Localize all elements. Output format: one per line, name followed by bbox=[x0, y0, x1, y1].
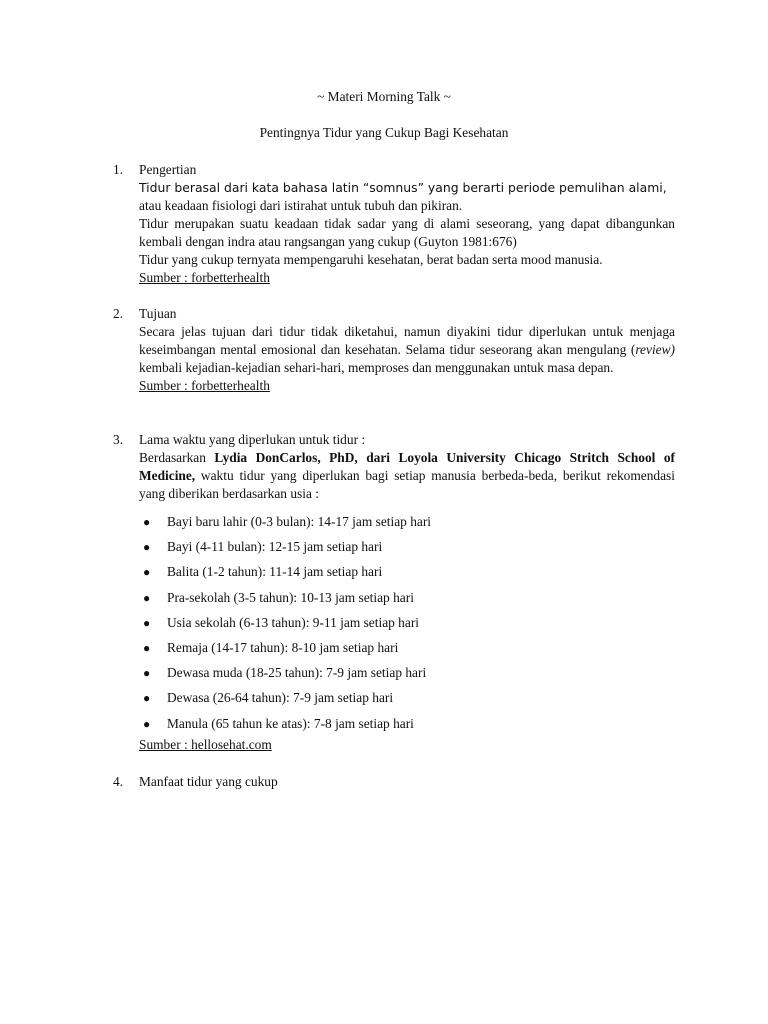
intro-paragraph bbox=[139, 449, 675, 503]
bullet-icon: ● bbox=[143, 515, 151, 529]
document-title: ~ Materi Morning Talk ~ bbox=[317, 89, 451, 104]
section-heading: Tujuan bbox=[139, 306, 177, 321]
purpose-text-italic: review) bbox=[635, 342, 675, 357]
intro-text-bold: Lydia DonCarlos, PhD, dari Loyola University Chicago Stritch School of Medicine, bbox=[139, 450, 675, 483]
list-item bbox=[139, 538, 675, 563]
section-tujuan bbox=[113, 305, 675, 395]
list-item bbox=[139, 563, 675, 588]
list-item bbox=[139, 614, 675, 639]
source-note: Sumber : forbetterhealth bbox=[139, 270, 270, 285]
bullet-icon: ● bbox=[143, 565, 151, 580]
sleep-recommendation-list bbox=[139, 513, 675, 740]
source-note: Sumber : hellosehat.com bbox=[139, 736, 272, 752]
list-item bbox=[139, 513, 675, 538]
source-note: Sumber : forbetterhealth bbox=[139, 378, 270, 393]
bullet-icon: ● bbox=[143, 615, 151, 630]
list-item-text: Remaja (14-17 tahun): 8-10 jam setiap hari bbox=[167, 639, 399, 655]
definition-paragraph-continued: atau keadaan fisiologi dari istirahat untuk tubuh dan pikiran. bbox=[139, 198, 463, 213]
effect-paragraph: Tidur yang cukup ternyata mempengaruhi kesehatan, berat badan serta mood manusia. bbox=[139, 252, 603, 267]
purpose-text-b: kembali kejadian-kejadian sehari-hari, memproses dan menggunakan untuk masa depan. bbox=[139, 360, 614, 375]
section-number: 1. bbox=[113, 162, 124, 177]
section-lama-waktu bbox=[113, 431, 675, 754]
bullet-icon: ● bbox=[143, 691, 151, 706]
bullet-icon: ● bbox=[143, 590, 151, 605]
section-number: 3. bbox=[113, 432, 124, 447]
list-item bbox=[139, 664, 675, 689]
list-item bbox=[139, 589, 675, 614]
bullet-icon: ● bbox=[143, 540, 151, 555]
bullet-icon: ● bbox=[143, 666, 151, 681]
list-item-text: Dewasa (26-64 tahun): 7-9 jam setiap hari bbox=[167, 690, 394, 706]
purpose-paragraph bbox=[139, 323, 675, 377]
list-item bbox=[139, 689, 675, 714]
section-number: 4. bbox=[113, 774, 124, 789]
section-pengertian bbox=[113, 161, 675, 287]
bullet-icon: ● bbox=[143, 640, 151, 655]
section-number: 2. bbox=[113, 306, 124, 321]
intro-text-a: Berdasarkan bbox=[139, 450, 215, 465]
list-item-text: Bayi baru lahir (0-3 bulan): 14-17 jam setiap hari bbox=[167, 514, 432, 529]
section-heading: Lama waktu yang diperlukan untuk tidur : bbox=[139, 432, 366, 447]
list-item-text: Usia sekolah (6-13 tahun): 9-11 jam setiap hari bbox=[167, 614, 419, 630]
list-item-text: Manula (65 tahun ke atas): 7-8 jam setiap hari bbox=[167, 715, 414, 731]
list-item-text: Dewasa muda (18-25 tahun): 7-9 jam setiap hari bbox=[167, 665, 427, 681]
sleep-paragraph: Tidur merupakan suatu keadaan tidak sadar yang di alami seseorang, yang dapat dibangunkan kembali dengan indra atau rangsangan yang cukup (Guyton 1981:676) bbox=[139, 216, 675, 249]
section-heading: Pengertian bbox=[139, 162, 197, 177]
list-item-text: Balita (1-2 tahun): 11-14 jam setiap hari bbox=[167, 564, 383, 580]
purpose-text-a: Secara jelas tujuan dari tidur tidak diketahui, namun diyakini tidur diperlukan untuk menjaga keseimbangan mental emosional dan kesehatan. Selama tidur seseorang akan mengulang ( bbox=[139, 324, 675, 357]
document-subtitle: Pentingnya Tidur yang Cukup Bagi Kesehatan bbox=[259, 125, 509, 140]
list-item-text: Bayi (4-11 bulan): 12-15 jam setiap hari bbox=[167, 539, 383, 555]
list-item bbox=[139, 639, 675, 664]
list-item bbox=[139, 715, 675, 740]
list-item-text: Pra-sekolah (3-5 tahun): 10-13 jam setiap hari bbox=[167, 589, 414, 605]
section-manfaat bbox=[113, 773, 675, 791]
intro-text-b: waktu tidur yang diperlukan bagi setiap manusia berbeda-beda, berikut rekomendasi yang diberikan berdasarkan usia : bbox=[139, 468, 675, 501]
bullet-icon: ● bbox=[143, 716, 151, 731]
definition-paragraph: Tidur berasal dari kata bahasa latin “somnus” yang berarti periode pemulihan alami, bbox=[139, 180, 667, 195]
section-heading: Manfaat tidur yang cukup bbox=[139, 774, 278, 789]
